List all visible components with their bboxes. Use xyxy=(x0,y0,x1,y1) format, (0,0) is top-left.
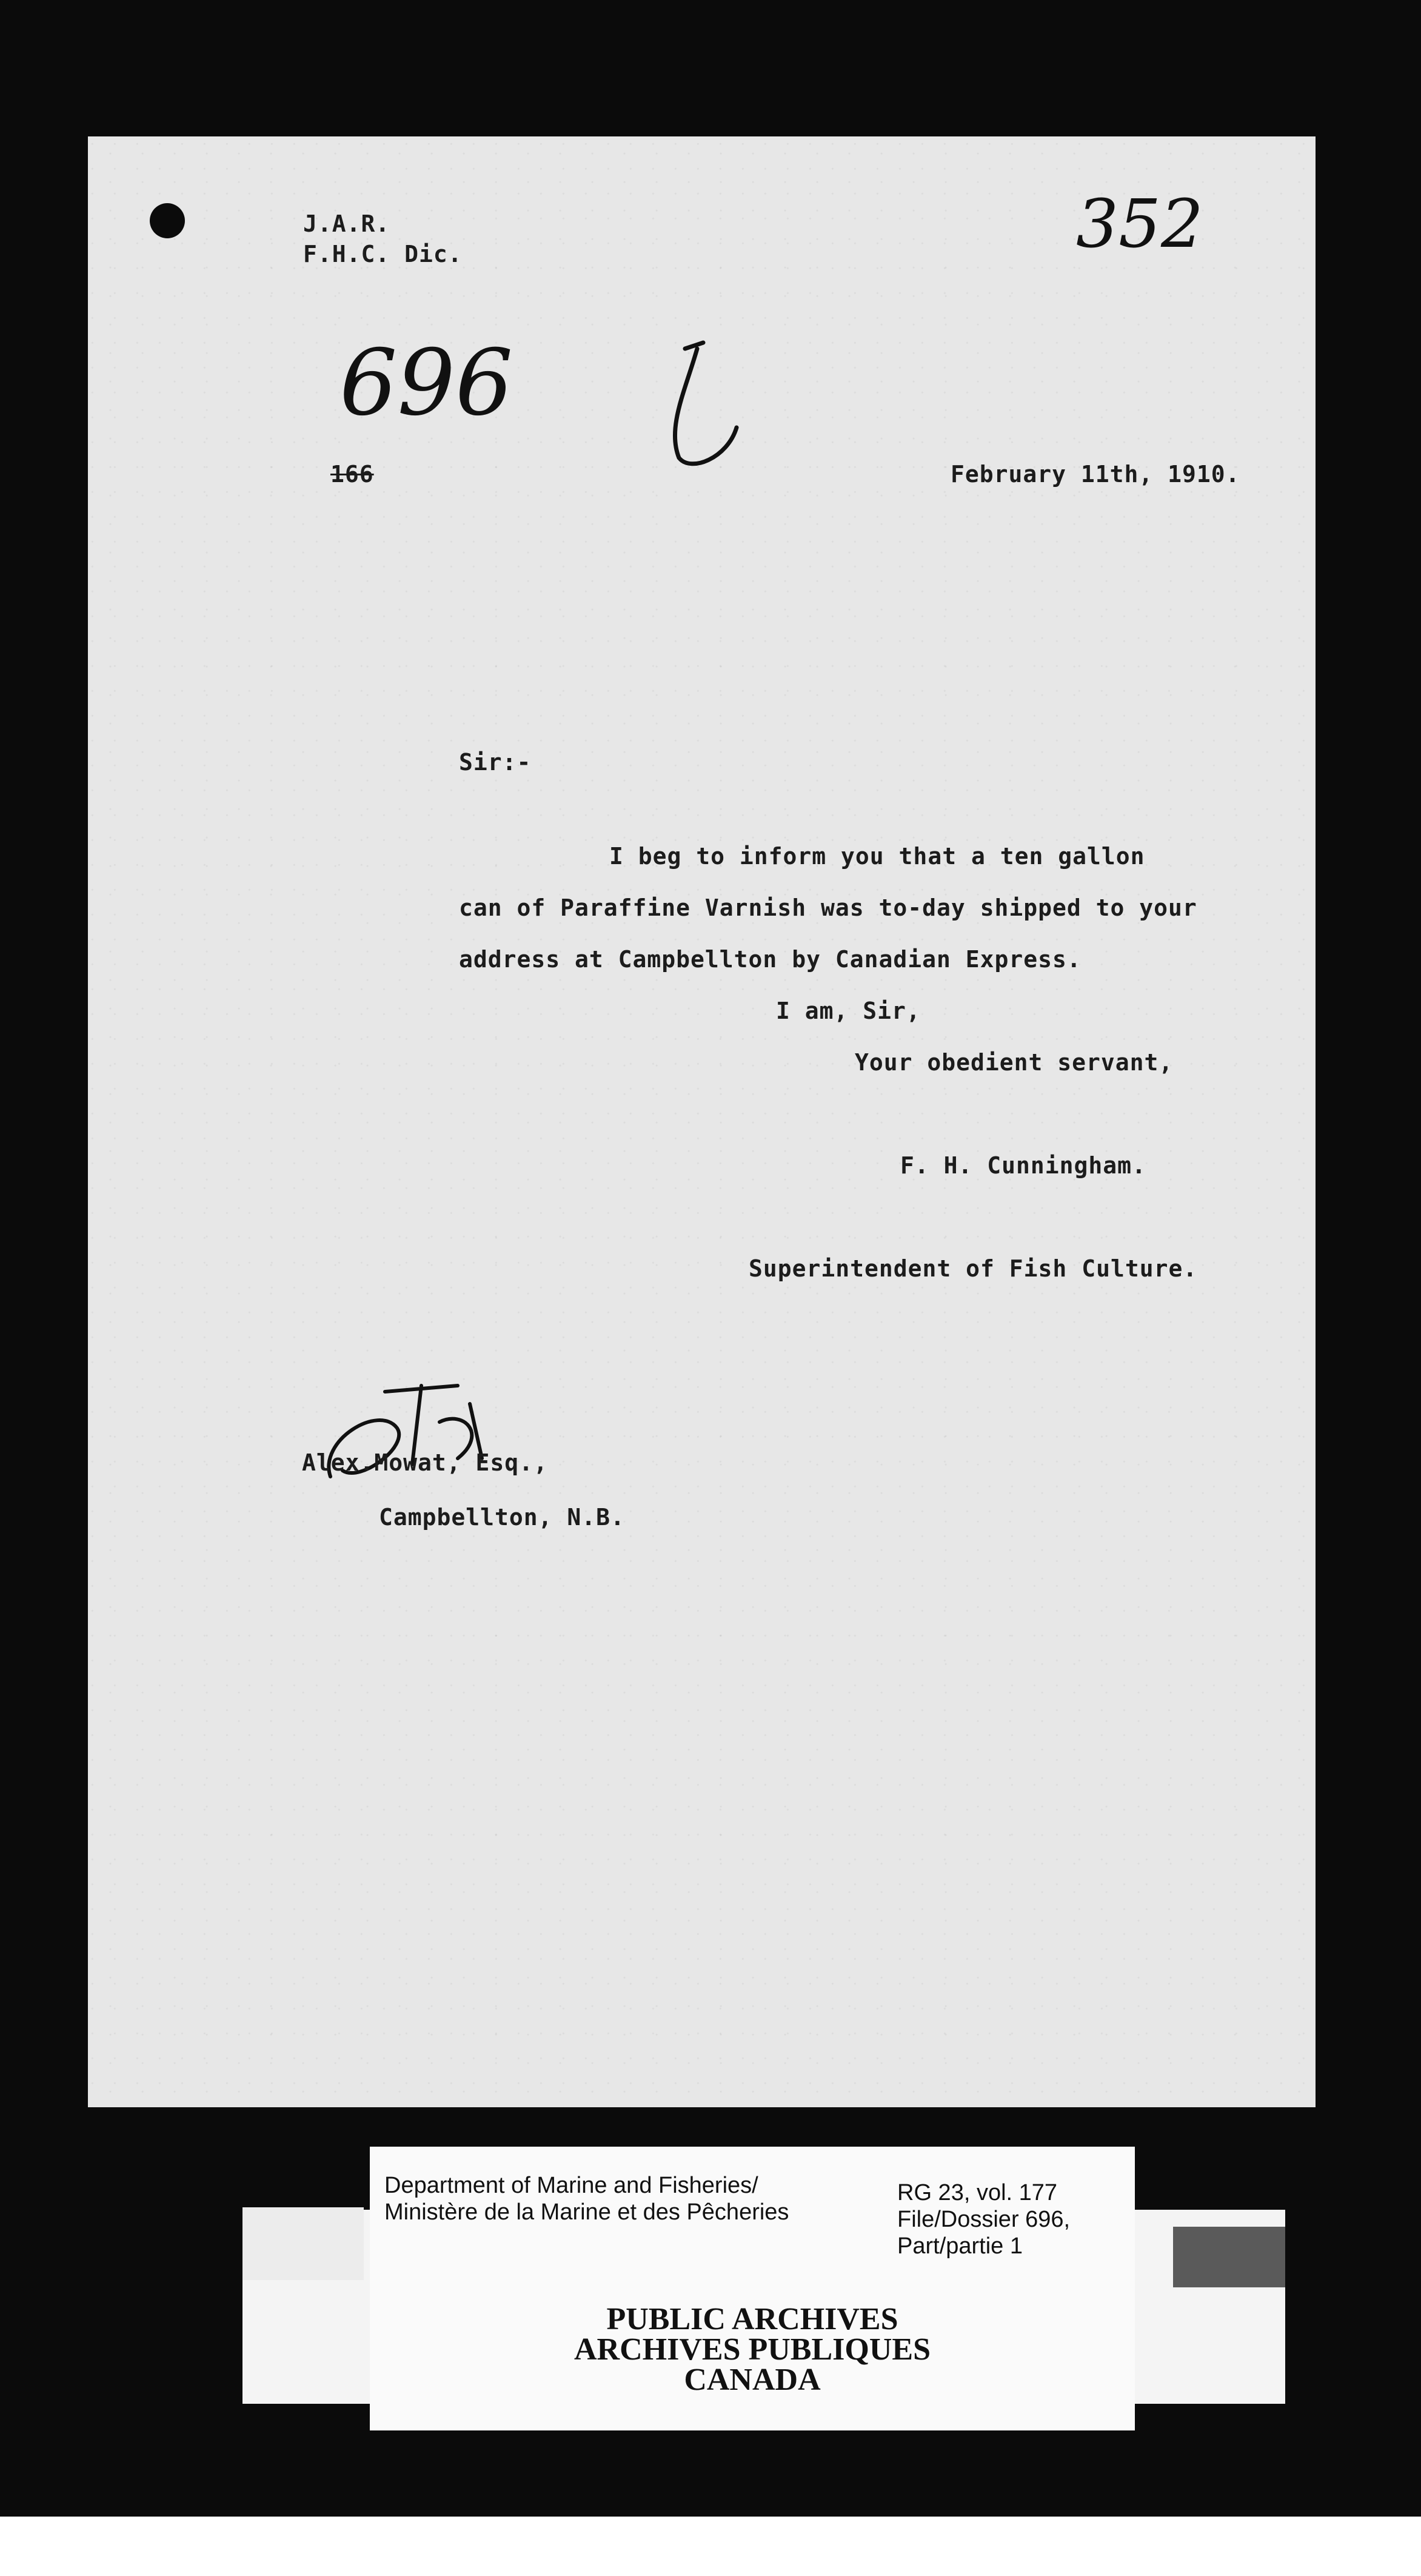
reference-volume: RG 23, vol. 177 xyxy=(897,2180,1058,2205)
handwritten-mark xyxy=(661,337,746,476)
archive-label xyxy=(370,2147,1135,2430)
archives-english: PUBLIC ARCHIVES xyxy=(606,2302,898,2336)
reference-part: Part/partie 1 xyxy=(897,2233,1023,2259)
closing-line-2: Your obedient servant, xyxy=(855,1049,1174,1076)
handwritten-page-number: 352 xyxy=(1076,185,1203,263)
closing-line-1: I am, Sir, xyxy=(776,998,921,1024)
letter-date: February 11th, 1910. xyxy=(951,461,1240,488)
body-line-3: address at Campbellton by Canadian Express. xyxy=(459,946,1082,973)
body-line-1: I beg to inform you that a ten gallon xyxy=(609,843,1145,870)
department-english: Department of Marine and Fisheries/ xyxy=(384,2173,758,2198)
archives-french: ARCHIVES PUBLIQUES xyxy=(573,2332,931,2367)
archives-country: CANADA xyxy=(684,2363,821,2397)
reference-file: File/Dossier 696, xyxy=(897,2207,1071,2232)
salutation: Sir:- xyxy=(459,749,532,776)
body-line-2: can of Paraffine Varnish was to-day shipped to your xyxy=(459,894,1197,921)
initials-line-2: F.H.C. Dic. xyxy=(303,241,463,267)
punch-hole xyxy=(150,203,185,238)
handwritten-file-number: 696 xyxy=(339,330,513,436)
archive-strip-tab-right xyxy=(1173,2227,1285,2287)
signatory-title: Superintendent of Fish Culture. xyxy=(749,1255,1198,1282)
department-french: Ministère de la Marine et des Pêcheries xyxy=(384,2199,789,2225)
archive-strip-tab-left xyxy=(242,2207,364,2280)
struck-file-number: 166 xyxy=(330,461,374,488)
initials-line-1: J.A.R. xyxy=(303,210,390,237)
handwritten-initials xyxy=(306,1367,573,1507)
typed-signature: F. H. Cunningham. xyxy=(900,1152,1146,1179)
recipient-place: Campbellton, N.B. xyxy=(379,1504,625,1531)
recipient-name: Alex.Mowat, Esq., xyxy=(302,1449,548,1476)
letter-page xyxy=(88,136,1316,2107)
